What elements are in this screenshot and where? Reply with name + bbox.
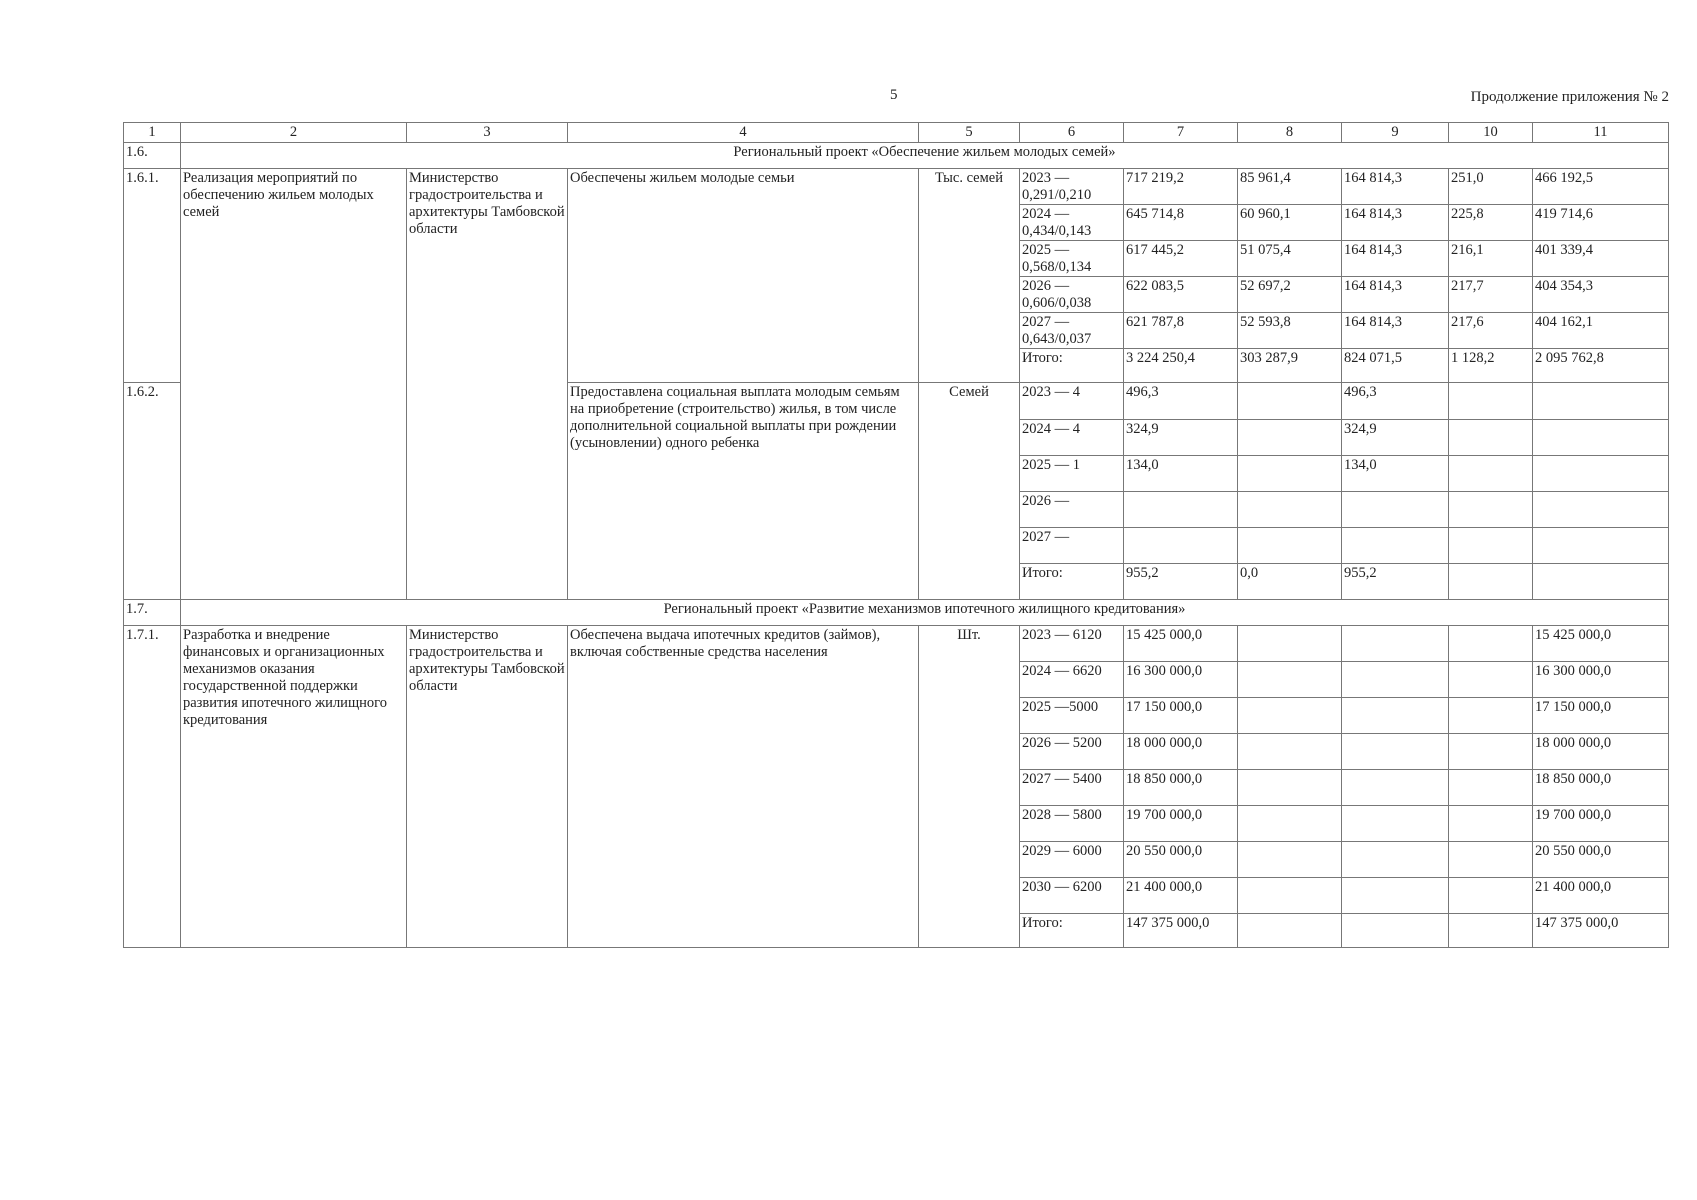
cell-col9: 164 814,3 (1342, 205, 1449, 241)
cell-col8 (1238, 492, 1342, 528)
cell-col10: 216,1 (1449, 241, 1533, 277)
cell-col7: 324,9 (1124, 420, 1238, 456)
cell-col9 (1342, 626, 1449, 662)
year-value-cell: 2026 — 5200 (1020, 734, 1124, 770)
cell-col11: 21 400 000,0 (1533, 878, 1669, 914)
unit-of-measure: Тыс. семей (919, 169, 1020, 383)
cell-col11: 16 300 000,0 (1533, 662, 1669, 698)
year-value-cell: 2025 — 0,568/0,134 (1020, 241, 1124, 277)
cell-col9 (1342, 492, 1449, 528)
year-value-cell: 2024 — 4 (1020, 420, 1124, 456)
cell-col10 (1449, 842, 1533, 878)
cell-col11: 404 354,3 (1533, 277, 1669, 313)
cell-col11 (1533, 492, 1669, 528)
unit-of-measure: Шт. (919, 626, 1020, 948)
col-header-2: 2 (181, 123, 407, 143)
cell-col11 (1533, 420, 1669, 456)
cell-col8: 52 697,2 (1238, 277, 1342, 313)
table-row (124, 626, 1669, 662)
cell-col11: 17 150 000,0 (1533, 698, 1669, 734)
cell-col9 (1342, 842, 1449, 878)
col-header-11: 11 (1533, 123, 1669, 143)
col-header-9: 9 (1342, 123, 1449, 143)
cell-col7: 16 300 000,0 (1124, 662, 1238, 698)
cell-col8 (1238, 626, 1342, 662)
cell-col7: 21 400 000,0 (1124, 878, 1238, 914)
cell-col9: 164 814,3 (1342, 313, 1449, 349)
cell-col7: 147 375 000,0 (1124, 914, 1238, 948)
cell-col8 (1238, 383, 1342, 420)
year-value-cell: Итого: (1020, 564, 1124, 600)
year-value-cell: 2024 — 0,434/0,143 (1020, 205, 1124, 241)
cell-col11: 20 550 000,0 (1533, 842, 1669, 878)
cell-col10 (1449, 662, 1533, 698)
column-number-row (124, 123, 1669, 143)
col-header-5: 5 (919, 123, 1020, 143)
col-header-3: 3 (407, 123, 568, 143)
result-description: Обеспечена выдача ипотечных кредитов (займов), включая собственные средства населения (568, 626, 919, 948)
cell-col11 (1533, 383, 1669, 420)
year-value-cell: 2028 — 5800 (1020, 806, 1124, 842)
cell-col7: 617 445,2 (1124, 241, 1238, 277)
cell-col8: 52 593,8 (1238, 313, 1342, 349)
cell-col8: 60 960,1 (1238, 205, 1342, 241)
cell-col7: 18 850 000,0 (1124, 770, 1238, 806)
activity-name: Разработка и внедрение финансовых и организационных механизмов оказания государственной поддержки развития ипотечного жилищного кредитования (181, 626, 407, 948)
cell-col8 (1238, 842, 1342, 878)
year-value-cell: 2023 — 4 (1020, 383, 1124, 420)
cell-col7: 18 000 000,0 (1124, 734, 1238, 770)
year-value-cell: 2025 —5000 (1020, 698, 1124, 734)
year-value-cell: 2027 — (1020, 528, 1124, 564)
cell-col10: 217,7 (1449, 277, 1533, 313)
year-value-cell: Итого: (1020, 914, 1124, 948)
cell-col11: 18 850 000,0 (1533, 770, 1669, 806)
section-number: 1.7. (124, 600, 181, 626)
cell-col11: 18 000 000,0 (1533, 734, 1669, 770)
cell-col8 (1238, 878, 1342, 914)
cell-col9 (1342, 878, 1449, 914)
cell-col9: 324,9 (1342, 420, 1449, 456)
cell-col9: 824 071,5 (1342, 349, 1449, 383)
cell-col9 (1342, 770, 1449, 806)
col-header-6: 6 (1020, 123, 1124, 143)
section-title: Региональный проект «Обеспечение жильем молодых семей» (181, 143, 1669, 169)
result-description: Предоставлена социальная выплата молодым семьям на приобретение (строительство) жилья, в том числе дополнительной социальной выплаты при рождении (усыновлении) одного ребенка (568, 383, 919, 600)
cell-col11 (1533, 528, 1669, 564)
cell-col9 (1342, 662, 1449, 698)
col-header-10: 10 (1449, 123, 1533, 143)
cell-col8 (1238, 698, 1342, 734)
cell-col7: 717 219,2 (1124, 169, 1238, 205)
year-value-cell: 2024 — 6620 (1020, 662, 1124, 698)
cell-col10 (1449, 528, 1533, 564)
cell-col8 (1238, 456, 1342, 492)
col-header-1: 1 (124, 123, 181, 143)
cell-col10: 1 128,2 (1449, 349, 1533, 383)
item-number: 1.6.1. (124, 169, 181, 383)
cell-col7: 20 550 000,0 (1124, 842, 1238, 878)
year-value-cell: Итого: (1020, 349, 1124, 383)
cell-col7: 19 700 000,0 (1124, 806, 1238, 842)
cell-col7: 955,2 (1124, 564, 1238, 600)
cell-col10 (1449, 878, 1533, 914)
item-number: 1.6.2. (124, 383, 181, 600)
table-row (124, 169, 1669, 205)
cell-col7: 17 150 000,0 (1124, 698, 1238, 734)
activity-name: Реализация мероприятий по обеспечению жильем молодых семей (181, 169, 407, 600)
cell-col9: 496,3 (1342, 383, 1449, 420)
year-value-cell: 2023 — 0,291/0,210 (1020, 169, 1124, 205)
cell-col10 (1449, 914, 1533, 948)
cell-col7: 645 714,8 (1124, 205, 1238, 241)
cell-col9 (1342, 806, 1449, 842)
section-row-1-7 (124, 600, 1669, 626)
cell-col9: 164 814,3 (1342, 241, 1449, 277)
cell-col8: 0,0 (1238, 564, 1342, 600)
cell-col10 (1449, 383, 1533, 420)
cell-col7: 134,0 (1124, 456, 1238, 492)
cell-col9 (1342, 914, 1449, 948)
year-value-cell: 2027 — 0,643/0,037 (1020, 313, 1124, 349)
section-title: Региональный проект «Развитие механизмов ипотечного жилищного кредитования» (181, 600, 1669, 626)
cell-col11: 2 095 762,8 (1533, 349, 1669, 383)
cell-col7: 496,3 (1124, 383, 1238, 420)
year-value-cell: 2029 — 6000 (1020, 842, 1124, 878)
cell-col9 (1342, 734, 1449, 770)
cell-col10: 217,6 (1449, 313, 1533, 349)
cell-col10: 225,8 (1449, 205, 1533, 241)
cell-col10 (1449, 420, 1533, 456)
unit-of-measure: Семей (919, 383, 1020, 600)
result-description: Обеспечены жильем молодые семьи (568, 169, 919, 383)
year-value-cell: 2025 — 1 (1020, 456, 1124, 492)
cell-col9: 164 814,3 (1342, 169, 1449, 205)
cell-col9: 164 814,3 (1342, 277, 1449, 313)
cell-col8: 303 287,9 (1238, 349, 1342, 383)
cell-col7: 15 425 000,0 (1124, 626, 1238, 662)
cell-col11 (1533, 564, 1669, 600)
cell-col11: 147 375 000,0 (1533, 914, 1669, 948)
cell-col7: 3 224 250,4 (1124, 349, 1238, 383)
cell-col10 (1449, 806, 1533, 842)
cell-col7: 621 787,8 (1124, 313, 1238, 349)
cell-col9 (1342, 528, 1449, 564)
cell-col8 (1238, 770, 1342, 806)
cell-col10 (1449, 492, 1533, 528)
cell-col11 (1533, 456, 1669, 492)
cell-col9 (1342, 698, 1449, 734)
cell-col11: 19 700 000,0 (1533, 806, 1669, 842)
year-value-cell: 2026 — 0,606/0,038 (1020, 277, 1124, 313)
year-value-cell: 2023 — 6120 (1020, 626, 1124, 662)
section-row-1-6 (124, 143, 1669, 169)
cell-col11: 466 192,5 (1533, 169, 1669, 205)
cell-col8 (1238, 914, 1342, 948)
year-value-cell: 2030 — 6200 (1020, 878, 1124, 914)
item-number: 1.7.1. (124, 626, 181, 948)
appendix-continuation-note: Продолжение приложения № 2 (1470, 89, 1669, 105)
cell-col8: 85 961,4 (1238, 169, 1342, 205)
cell-col9: 134,0 (1342, 456, 1449, 492)
cell-col10 (1449, 626, 1533, 662)
cell-col10: 251,0 (1449, 169, 1533, 205)
cell-col11: 15 425 000,0 (1533, 626, 1669, 662)
col-header-7: 7 (1124, 123, 1238, 143)
cell-col8 (1238, 420, 1342, 456)
col-header-4: 4 (568, 123, 919, 143)
col-header-8: 8 (1238, 123, 1342, 143)
cell-col9: 955,2 (1342, 564, 1449, 600)
cell-col10 (1449, 456, 1533, 492)
page-number: 5 (890, 87, 898, 103)
cell-col11: 404 162,1 (1533, 313, 1669, 349)
cell-col8: 51 075,4 (1238, 241, 1342, 277)
cell-col10 (1449, 698, 1533, 734)
year-value-cell: 2027 — 5400 (1020, 770, 1124, 806)
program-table (123, 122, 1669, 948)
section-number: 1.6. (124, 143, 181, 169)
executor-name: Министерство градостроительства и архитектуры Тамбовской области (407, 169, 568, 600)
cell-col7 (1124, 492, 1238, 528)
executor-name: Министерство градостроительства и архитектуры Тамбовской области (407, 626, 568, 948)
cell-col7: 622 083,5 (1124, 277, 1238, 313)
cell-col10 (1449, 734, 1533, 770)
cell-col8 (1238, 734, 1342, 770)
cell-col8 (1238, 806, 1342, 842)
year-value-cell: 2026 — (1020, 492, 1124, 528)
cell-col10 (1449, 770, 1533, 806)
cell-col8 (1238, 662, 1342, 698)
cell-col10 (1449, 564, 1533, 600)
cell-col7 (1124, 528, 1238, 564)
cell-col11: 401 339,4 (1533, 241, 1669, 277)
cell-col8 (1238, 528, 1342, 564)
cell-col11: 419 714,6 (1533, 205, 1669, 241)
